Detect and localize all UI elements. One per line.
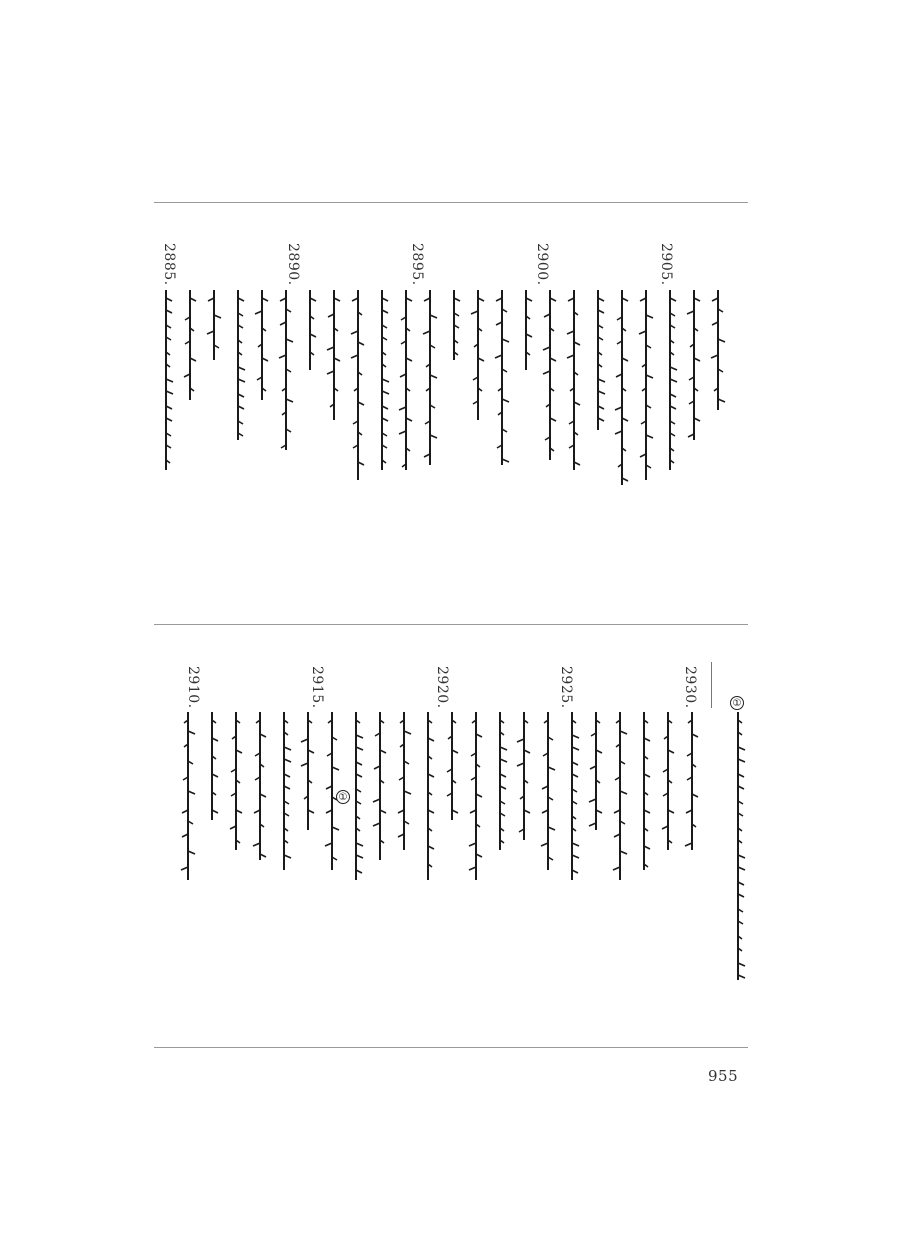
line-number: 2930. <box>682 666 698 709</box>
line-number: 2915. <box>309 666 325 709</box>
line-number: 2905. <box>658 243 674 286</box>
footnote-reference: ① <box>336 790 350 804</box>
middle-rule <box>154 624 748 625</box>
page-number: 955 <box>708 1067 739 1085</box>
line-number: 2895. <box>409 243 425 286</box>
footnote-separator <box>711 662 712 708</box>
line-number: 2885. <box>161 243 177 286</box>
footnote-marker: ① <box>730 696 744 710</box>
line-number: 2890. <box>285 243 301 286</box>
lower-text-block <box>0 630 899 1050</box>
upper-text-block <box>0 0 899 620</box>
line-number: 2925. <box>558 666 574 709</box>
line-number: 2910. <box>185 666 201 709</box>
line-number: 2920. <box>434 666 450 709</box>
line-number: 2900. <box>534 243 550 286</box>
